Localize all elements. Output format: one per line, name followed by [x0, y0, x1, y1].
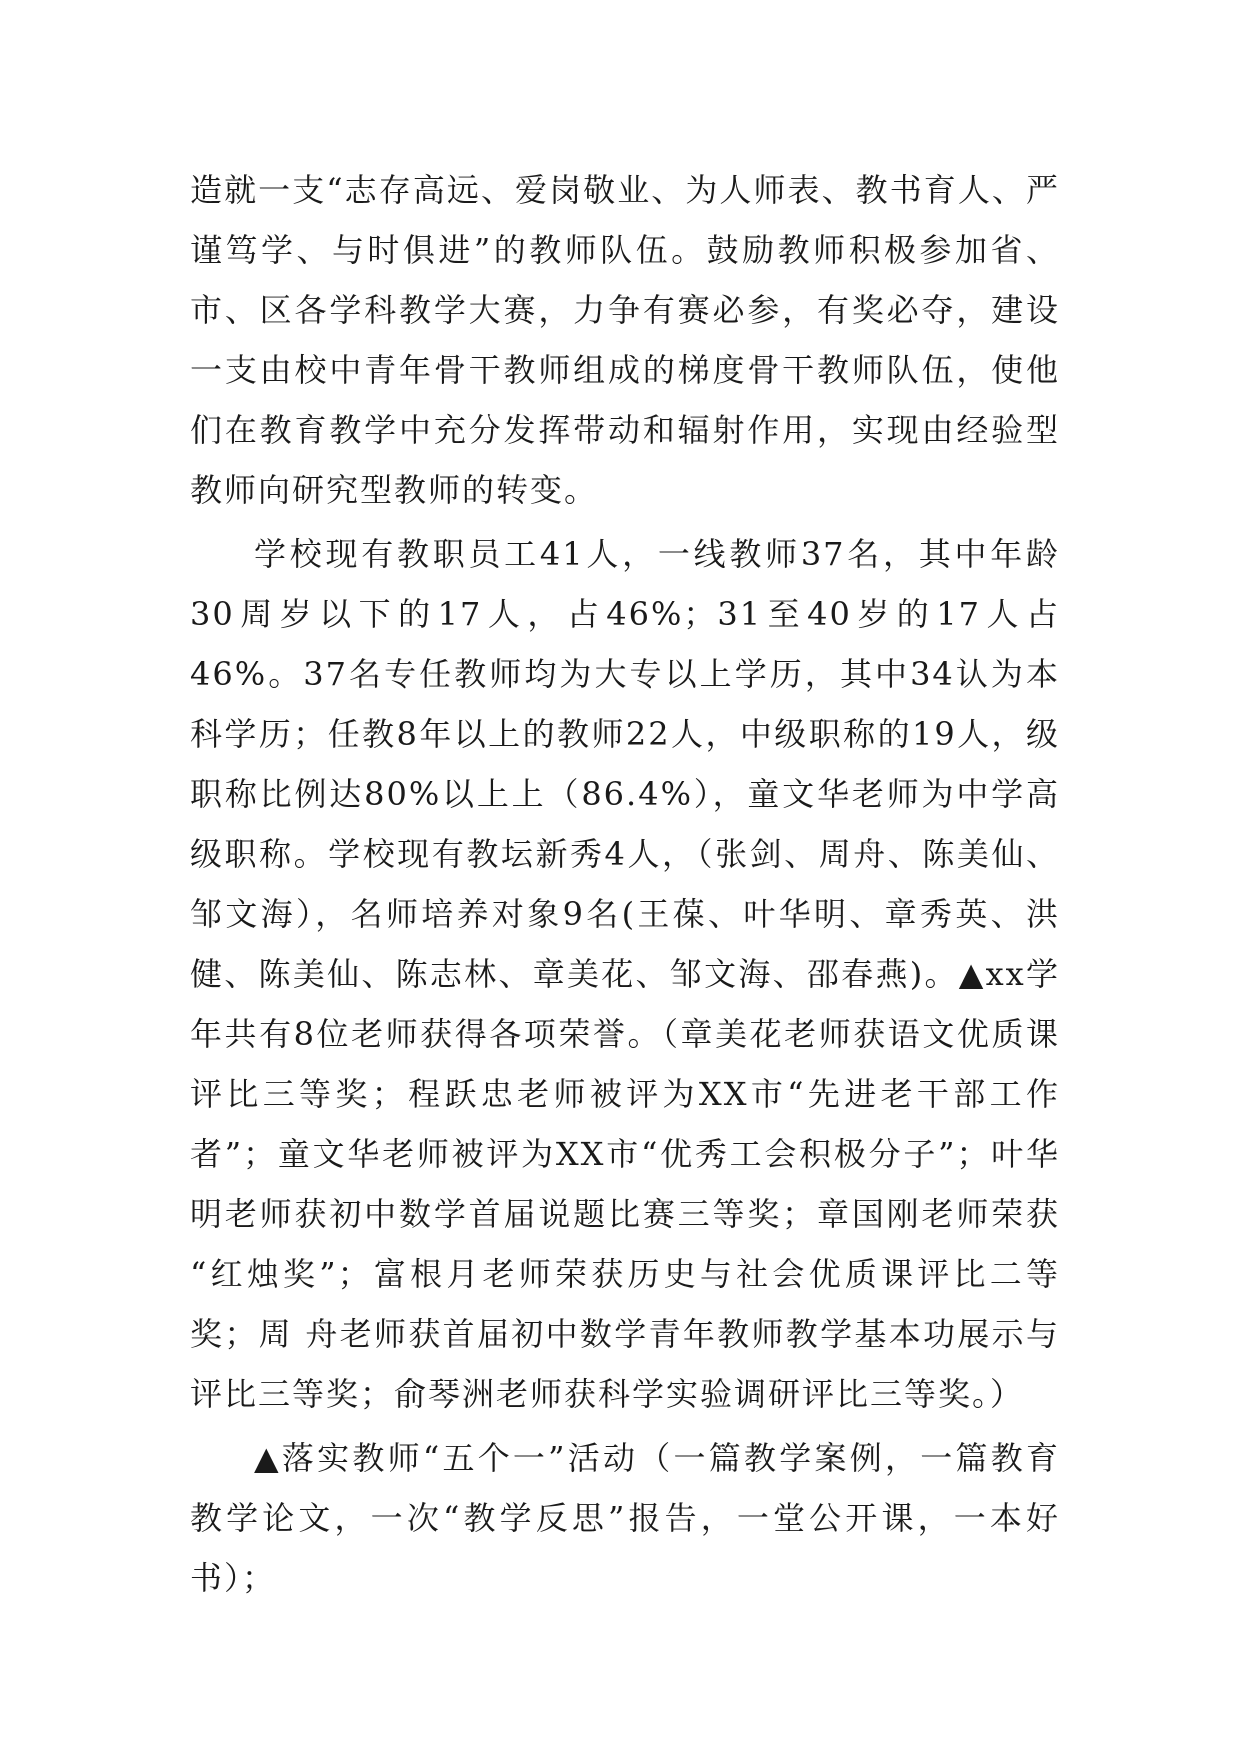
document-body [190, 160, 1060, 1612]
paragraph-staff-statistics: 学校现有教职员工41人，一线教师37名，其中年龄30周岁以下的17人，占46%；31至40岁的17人占46%。37名专任教师均为大专以上学历，其中34认为本科学历；任教8年以上的教师22人，中级职称的19人，级职称比例达80%以上上（86.4%），童文华老师为中学高级职称。学校现有教坛新秀4人，（张剑、周舟、陈美仙、邹文海），名师培养对象9名(王葆、叶华明、章秀英、洪健、陈美仙、陈志林、章美花、邹文海、邵春燕)。▲xx学年共有8位老师获得各项荣誉。（章美花老师获语文优质课评比三等奖；程跃忠老师被评为XX市“先进老干部工作者”；童文华老师被评为XX市“优秀工会积极分子”；叶华明老师获初中数学首届说题比赛三等奖；章国刚老师荣获 “红烛奖”；富根月老师荣获历史与社会优质课评比二等奖；周 舟老师获首届初中数学青年教师教学基本功展示与评比三等奖；俞琴洲老师获科学实验调研评比三等奖。） [190, 535, 1060, 1413]
paragraph-teacher-team-goals: 造就一支“志存高远、爱岗敬业、为人师表、教书育人、严谨笃学、与时俱进”的教师队伍。鼓励教师积极参加省、市、区各学科教学大赛，力争有赛必参，有奖必夺，建设一支由校中青年骨干教师组成的梯度骨干教师队伍，使他们在教育教学中充分发挥带动和辐射作用，实现由经验型教师向研究型教师的转变。 [190, 171, 1060, 509]
paragraph-five-ones-activity: ▲落实教师“五个一”活动（一篇教学案例，一篇教育教学论文，一次“教学反思”报告，一堂公开课，一本好书）； [190, 1439, 1060, 1597]
